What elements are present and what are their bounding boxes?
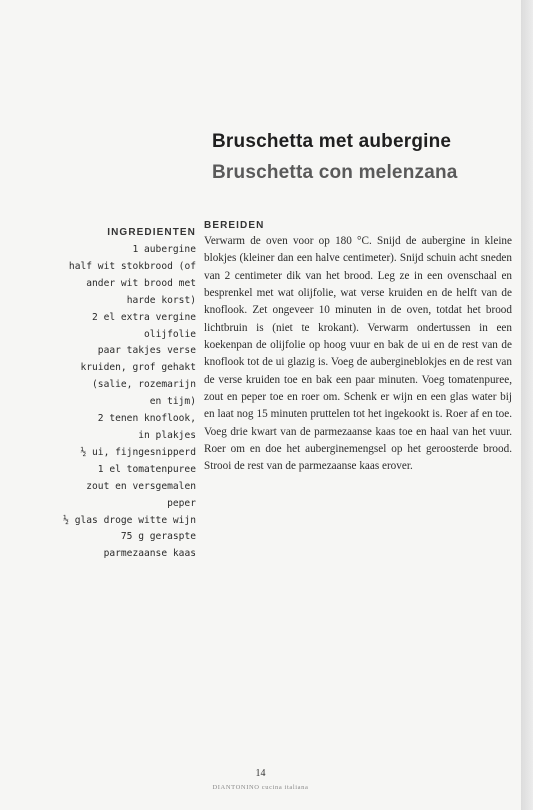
recipe-title-dutch: Bruschetta met aubergine — [212, 131, 452, 152]
ingredient-line: 2 el extra vergine — [92, 311, 196, 323]
page-number: 14 — [255, 768, 266, 779]
ingredient-line: zout en versgemalen — [86, 480, 196, 492]
ingredient-line: half wit stokbrood (of — [68, 260, 196, 272]
method-paragraph: Verwarm de oven voor op 180 °C. Snijd de aubergine in kleine blokjes (kleiner dan een halve centimeter). Snijd schuin acht sneden van 2 centimeter dik van het brood. Leg ze in een ovenschaal en besprenkel met wat olijfolie, wat verse kruiden en de helft van de knoflook. Zet ongeveer 10 minuten in de oven, totdat het brood lichtbruin is (niet te krokant). Verwarm ondertussen in een koekenpan de olijfolie op hoog vuur en bak de ui en de rest van de knoflook tot de ui glazig is. Voeg de auberginеblokjes en de rest van de verse kruiden toe en bak een paar minuten. Voeg tomatenpuree, zout en peper toe en roer om. Schenk er wijn en een glas water bij en laat nog 15 minuten pruttelen tot het ingekookt is. Roer af en toe. Voeg drie kwart van de parmezaanse kaas toe en haal van het vuur. Roer om en doe het auberginemengsel op het geroosterde brood. Strooi de rest van de parmezaanse kaas erover. — [204, 235, 512, 473]
method-heading: BEREIDEN — [204, 220, 265, 231]
ingredients-list — [40, 242, 196, 563]
ingredient-line: 1 aubergine — [132, 244, 196, 255]
recipe-title-italian: Bruschetta con melenzana — [212, 162, 458, 183]
ingredient-line: 75 g geraspte — [120, 531, 196, 543]
running-footer: DIANTONINO cucina italiana — [212, 784, 309, 791]
ingredient-line: (salie, rozemarijn — [92, 379, 196, 391]
recipe-titles — [212, 131, 522, 184]
ingredient-line: in plakjes — [138, 429, 196, 441]
ingredient-line: ander wit brood met — [86, 277, 196, 289]
ingredient-line: ½ ui, fijngesnipperd — [80, 446, 196, 458]
page-edge — [521, 0, 533, 810]
ingredients-column — [40, 227, 196, 563]
ingredient-line: 2 tenen knoflook, — [97, 413, 196, 425]
ingredient-line: harde korst) — [126, 294, 196, 306]
ingredient-line: paar takjes verse — [97, 345, 196, 357]
ingredient-line: ½ glas droge witte wijn — [63, 514, 196, 526]
ingredients-heading: INGREDIENTEN — [107, 227, 196, 238]
ingredient-line: 1 el tomatenpuree — [97, 463, 196, 475]
ingredient-line: peper — [167, 497, 196, 509]
ingredient-line: en tijm) — [149, 396, 196, 408]
ingredient-line: parmezaanse kaas — [103, 548, 196, 560]
ingredient-line: kruiden, grof gehakt — [80, 362, 196, 374]
method-column — [204, 220, 512, 476]
ingredient-line: olijfolie — [144, 328, 196, 340]
